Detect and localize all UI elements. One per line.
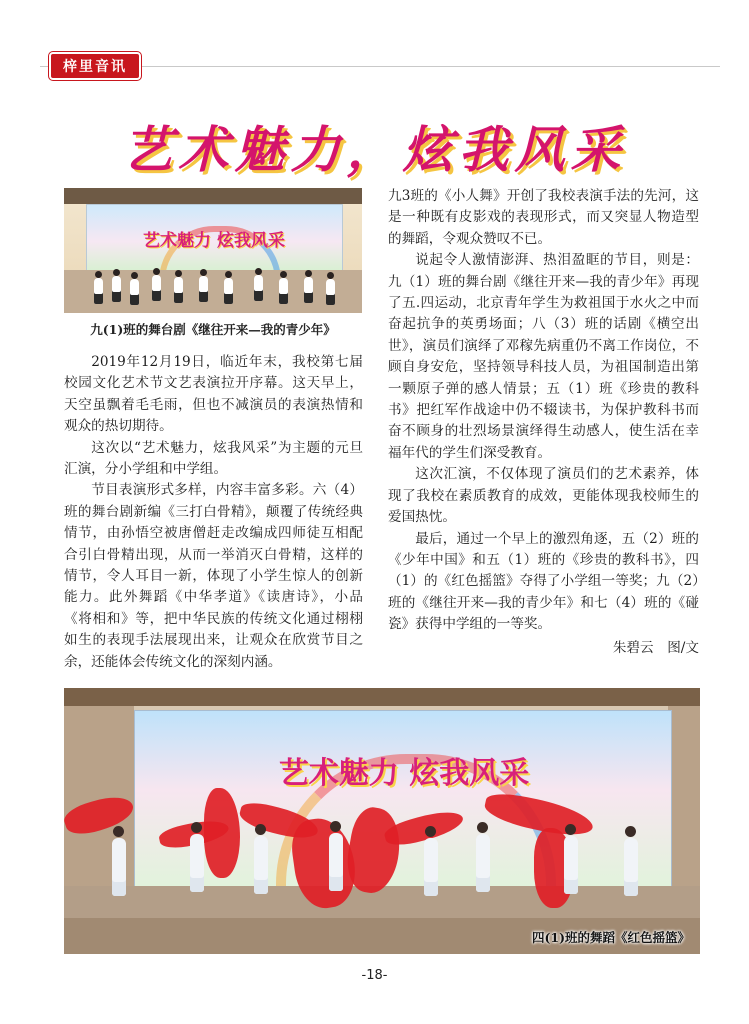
article-paragraph: 2019年12月19日，临近年末，我校第七届校园文化艺术节文艺表演拉开序幕。这天早上，天空虽飘着毛毛雨，但也不减演员的表演热情和观众的热切期待。 <box>64 354 363 435</box>
performer <box>174 277 183 303</box>
performer-head <box>200 269 207 276</box>
dancer-head <box>191 822 202 833</box>
dancer-head <box>113 826 124 837</box>
stage-play-photo <box>64 188 362 313</box>
performer-head <box>153 268 160 275</box>
dancer-head <box>425 826 436 837</box>
performer-head <box>95 271 102 278</box>
dancer <box>624 838 638 896</box>
performer <box>224 278 233 304</box>
stage-pillar <box>668 706 700 886</box>
author-byline: 朱碧云 图/文 <box>612 639 699 656</box>
performer-head <box>225 271 232 278</box>
dancer <box>424 838 438 896</box>
header-rule <box>40 66 720 67</box>
stage-roof <box>64 688 700 706</box>
banner-text: 艺术魅力 炫我风采 <box>143 231 285 251</box>
article-title: 艺术魅力，炫我风采 <box>122 121 627 179</box>
dancer-head <box>330 821 341 832</box>
dancer <box>112 838 126 896</box>
performer <box>152 275 161 301</box>
stage-roof <box>64 188 362 204</box>
performer <box>199 276 208 302</box>
performer <box>326 279 335 305</box>
dancer-head <box>565 824 576 835</box>
article-left-column <box>64 352 363 673</box>
dancer-head <box>255 824 266 835</box>
article-paragraph: 这次以“艺术魅力，炫我风采”为主题的元旦汇演，分小学组和中学组。 <box>64 439 363 478</box>
dancer <box>564 836 578 894</box>
photo1-caption: 九(1)班的舞台剧《继往开来—我的青少年》 <box>90 322 336 337</box>
article-paragraph: 节目表演形式多样，内容丰富多彩。六（4）班的舞台剧新编《三打白骨精》，颠覆了传统经典情节，由孙悟空被唐僧赶走改编成四师徒互相配合引白骨精出现，从而一举消灭白骨精，这样的情节，令人耳目一新，体现了小学生惊人的创新能力。此外舞蹈《中华孝道》《读唐诗》，小品《将相和》等，把中华民族的传统文化通过栩栩如生的表现手法展现出来，让观众在欣赏节目之余，还能体会传统文化的深刻内涵。 <box>64 482 363 670</box>
dancer <box>329 833 343 891</box>
article-paragraph: 说起令人激情澎湃、热泪盈眶的节目，则是：九（1）班的舞台剧《继往开来—我的青少年》再现了五.四运动，北京青年学生为救祖国于水火之中而奋起抗争的英勇场面；八（3）班的话剧《横空出世》，演员们演绎了邓稼先病重仍不离工作岗位，不顾自身安危，坚持领导科技人员，为祖国制造出第一颗原子弹的感人情景；五（1）班《珍贵的教科书》把红军作战途中仍不辍读书，为保护教科书而奋不顾身的壮烈场景演绎得生动感人，使生活在幸福年代的学生们深受教育。 <box>388 252 699 461</box>
banner-text: 艺术魅力 炫我风采 <box>278 756 530 791</box>
page-number: -18- <box>361 968 388 983</box>
performer-head <box>327 272 334 279</box>
stage-floor <box>64 270 362 313</box>
performer-head <box>280 271 287 278</box>
performer <box>279 278 288 304</box>
performer-head <box>175 270 182 277</box>
performer-head <box>131 272 138 279</box>
article-paragraph-continued: 九3班的《小人舞》开创了我校表演手法的先河，这是一种既有皮影戏的表现形式，而又突显人物造型的舞蹈，令观众赞叹不已。 <box>388 188 699 247</box>
dance-photo <box>64 688 700 954</box>
article-paragraph: 最后，通过一个早上的激烈角逐，五（2）班的《少年中国》和五（1）班的《珍贵的教科书》，四（1）的《红色摇篮》夺得了小学组一等奖；九（2）班的《继往开来—我的青少年》和七（4）班的《碰瓷》获得中学组的一等奖。 <box>388 530 699 633</box>
article-right-column <box>388 186 699 659</box>
performer-head <box>113 269 120 276</box>
dancer-head <box>477 822 488 833</box>
dancer <box>254 836 268 894</box>
dancer-head <box>625 826 636 837</box>
article-paragraph: 这次汇演，不仅体现了演员们的艺术素养，体现了我校在素质教育的成效，更能体现我校师生的爱国热忱。 <box>388 466 699 526</box>
photo2-caption: 四(1)班的舞蹈《红色摇篮》 <box>531 930 690 945</box>
performer <box>94 278 103 304</box>
performer-head <box>305 270 312 277</box>
performer <box>130 279 139 305</box>
performer <box>304 277 313 303</box>
dancer <box>476 834 490 892</box>
performer-head <box>255 268 262 275</box>
dancer <box>190 834 204 892</box>
section-tag: 梓里音讯 <box>49 52 141 80</box>
performer <box>112 276 121 302</box>
performer <box>254 275 263 301</box>
